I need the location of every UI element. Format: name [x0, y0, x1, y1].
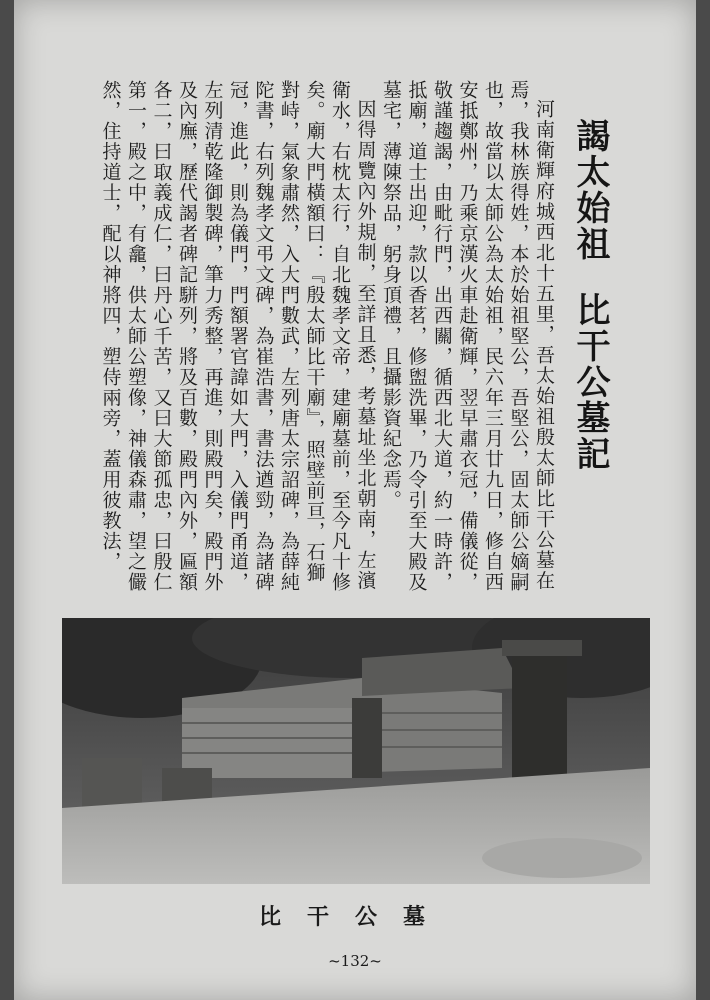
paragraph-1: 河南衛輝府城西北十五里，吾太始祖殷太師比干公墓在焉，我林族得姓，本於始祖堅公，吾堅公，固太師公嫡嗣也，故當以太師公為太始祖，民六年三月廿九日，修自西安抵鄭州，乃乘京漢火車赴衛輝，翌早肅衣冠，備儀從，敬謹趨謁，由毗行門，出西關，循西北大道，約一時許，抵廟，道士出迎，款以香茗，修盥洗畢，乃令引至大殿及墓宅，薄陳祭品，躬身頂禮，且攝影資紀念焉。 — [380, 80, 555, 593]
photo-caption: 比干公墓 — [258, 904, 451, 930]
tomb-photo-graphic — [62, 618, 650, 884]
title-line-2: 比干公墓記 — [570, 292, 610, 472]
tomb-photo — [62, 618, 650, 884]
document-page — [14, 0, 696, 1000]
paragraph-2: 因得周覽內外規制，至詳且悉，考墓址坐北朝南，左濱衛水，右枕太行，自北魏孝文帝，建廟墓前，至今凡十修矣。廟大門橫額曰：『殷太師比干廟』，照壁前亘，石獅對峙，氣象肅然，入大門數武，左列唐太宗詔碑，為薛純陀書，右列魏孝文弔文碑，為崔浩書，書法遒勁，為諸碑冠，進此，則為儀門，門額署官諱如大門，入儀門甬道，左列清乾隆御製碑，筆力秀整，再進，則殿門矣，殿門外及內廡，歷代謁者碑記駢列，將及百數，殿門內外，匾額各二，曰取義成仁，曰丹心千苦，又曰大節孤忠，曰殷仁第一，殿之中，有龕，供太師公塑像，神儀森肅，望之儼然，住持道士，配以神將四，塑侍兩旁，蓋用彼教法， — [99, 80, 377, 593]
page-number: ~132~ — [328, 952, 382, 970]
title-line-1: 謁太始祖 — [570, 118, 610, 262]
article-body — [58, 80, 556, 600]
